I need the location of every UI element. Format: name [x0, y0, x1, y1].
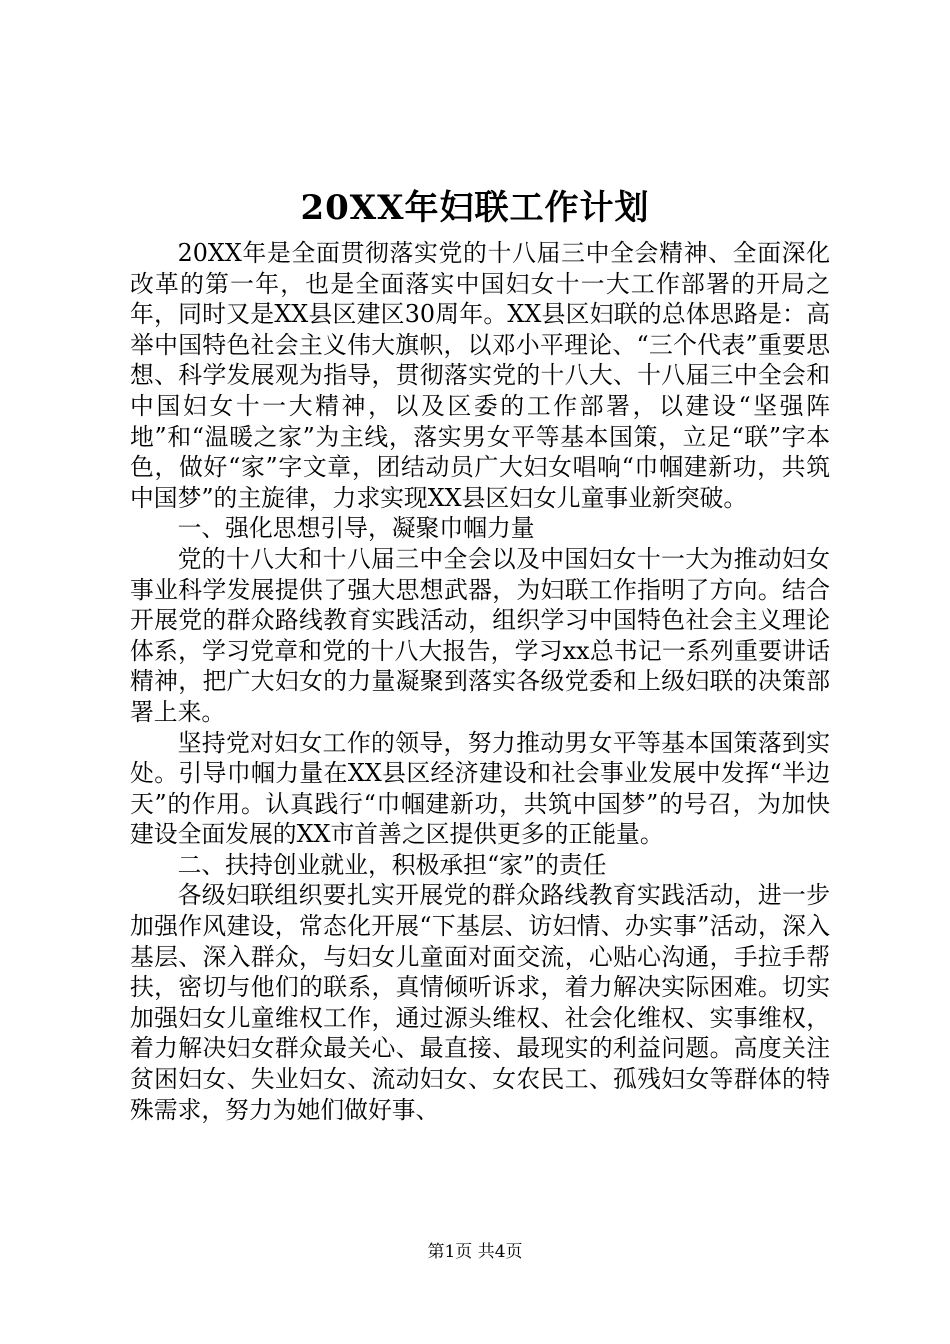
paragraph-1b: 坚持党对妇女工作的领导，努力推动男女平等基本国策落到实处。引导巾帼力量在XX县区经济建设和社会事业发展中发挥“半边天”的作用。认真践行“巾帼建新功，共筑中国梦”的号召，为加快建设全面发展的XX市首善之区提供更多的正能量。: [130, 728, 830, 849]
section-heading-2: 二、扶持创业就业，积极承担“家”的责任: [177, 850, 607, 879]
document-title: 20XX年妇联工作计划: [300, 188, 650, 228]
paragraph-intro: 20XX年是全面贯彻落实党的十八届三中全会精神、全面深化改革的第一年，也是全面落实中国妇女十一大工作部署的开局之年，同时又是XX县区建区30周年。XX县区妇联的总体思路是：高举中国特色社会主义伟大旗帜，以邓小平理论、“三个代表”重要思想、科学发展观为指导，贯彻落实党的十八大、十八届三中全会和中国妇女十一大精神，以及区委的工作部署，以建设“坚强阵地”和“温暖之家”为主线，落实男女平等基本国策，立足“联”字本色，做好“家”字文章，团结动员广大妇女唱响“巾帼建新功，共筑中国梦”的主旋律，力求实现XX县区妇女儿童事业新突破。: [130, 239, 830, 512]
paragraph-2a: 各级妇联组织要扎实开展党的群众路线教育实践活动，进一步加强作风建设，常态化开展“下基层、访妇情、办实事”活动，深入基层、深入群众，与妇女儿童面对面交流，心贴心沟通，手拉手帮扶，密切与他们的联系，真情倾听诉求，着力解决实际困难。切实加强妇女儿童维权工作，通过源头维权、社会化维权、实事维权，着力解决妇女群众最关心、最直接、最现实的利益问题。高度关注贫困妇女、失业妇女、流动妇女、女农民工、孤残妇女等群体的特殊需求，努力为她们做好事、: [130, 881, 830, 1124]
document-body: [130, 238, 830, 1125]
paragraph-1a: 党的十八大和十八届三中全会以及中国妇女十一大为推动妇女事业科学发展提供了强大思想武器，为妇联工作指明了方向。结合开展党的群众路线教育实践活动，组织学习中国特色社会主义理论体系，学习党章和党的十八大报告，学习xx总书记一系列重要讲话精神，把广大妇女的力量凝聚到落实各级党委和上级妇联的决策部署上来。: [130, 544, 830, 726]
section-heading-1: 一、强化思想引导，凝聚巾帼力量: [177, 514, 535, 543]
page-footer: 第1页 共4页: [427, 1242, 523, 1262]
